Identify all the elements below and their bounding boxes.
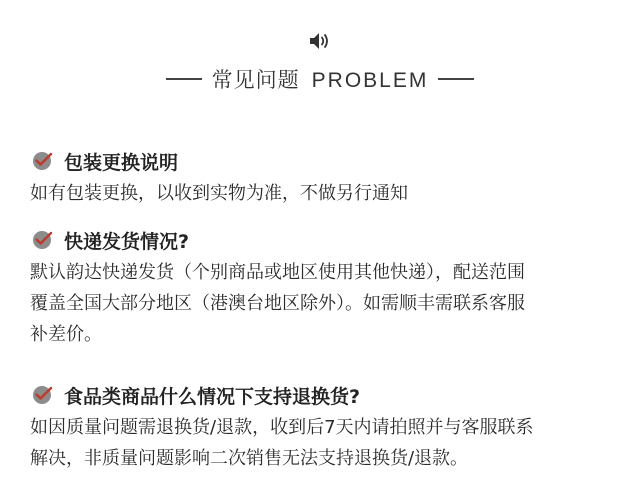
faq-answer [30,257,620,350]
faq-item [30,226,620,350]
title-divider-right [438,78,474,80]
faq-item [30,381,620,474]
faq-answer-line: 补差价。 [30,324,102,345]
title-chinese: 常见问题 [211,68,300,92]
speaker-icon[interactable] [307,30,333,52]
faq-answer-line: 如因质量问题需退换货/退款，收到后7天内请拍照并与客服联系 [30,417,534,438]
faq-question-row [30,226,620,254]
faq-answer-line: 如有包装更换，以收到实物为准，不做另行通知 [30,183,408,204]
header [0,30,640,94]
faq-answer [30,412,620,474]
faq-question: 包装更换说明 [64,151,179,174]
faq-answer-line: 覆盖全国大部分地区（港澳台地区除外）。如需顺丰需联系客服 [30,293,525,314]
faq-question-row [30,381,620,409]
check-badge-icon [30,383,54,407]
faq-answer-line: 解决，非质量问题影响二次销售无法支持退换货/退款。 [30,448,469,469]
check-badge-icon [30,149,54,173]
section-title [0,64,640,94]
faq-answer-line: 默认韵达快递发货（个别商品或地区使用其他快递），配送范围 [30,262,525,283]
faq-question: 食品类商品什么情况下支持退换货? [64,385,361,408]
title-divider-left [166,78,202,80]
faq-question-row [30,147,620,175]
faq-question: 快递发货情况? [64,230,190,253]
title-english: PROBLEM [311,69,429,92]
faq-item [30,147,620,209]
check-badge-icon [30,228,54,252]
faq-answer [30,178,620,209]
